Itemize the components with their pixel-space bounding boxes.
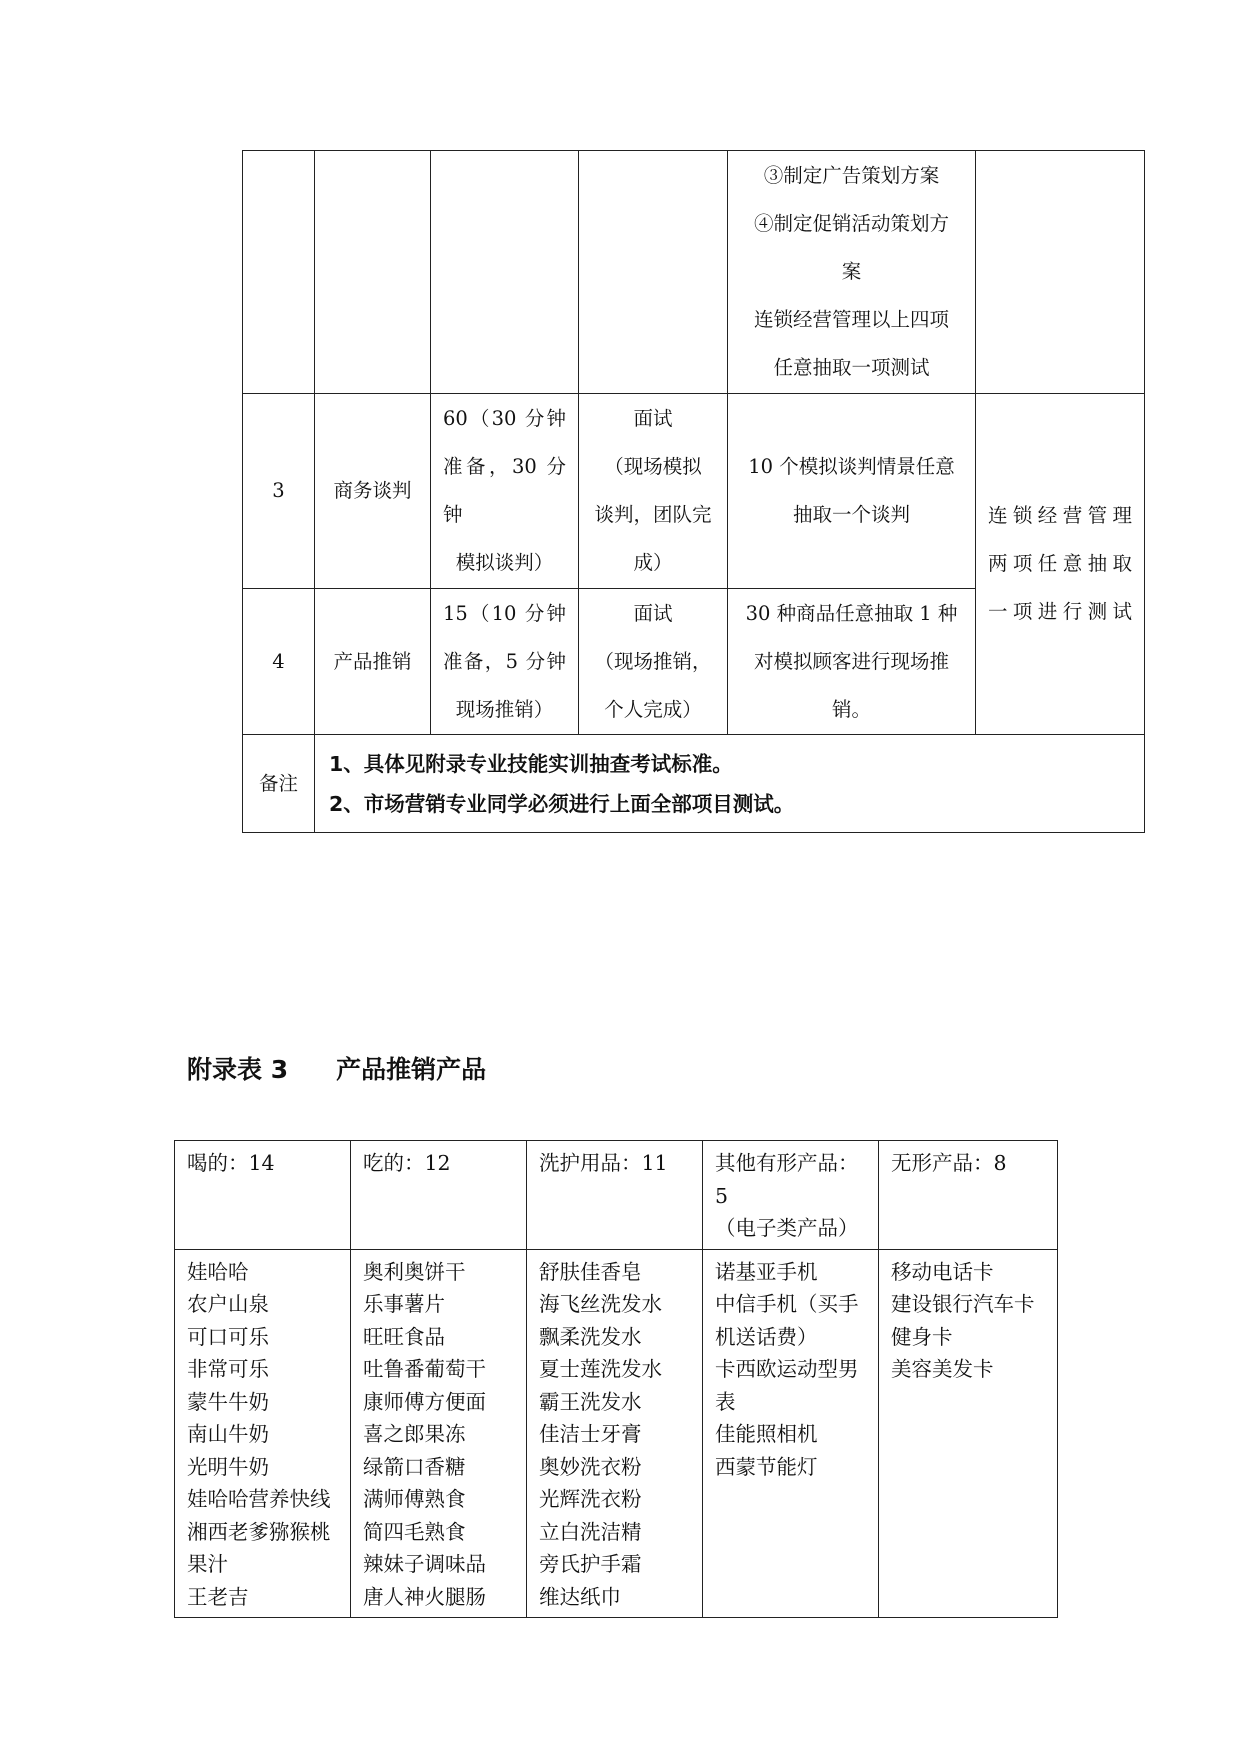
list-item: 奥利奥饼干 xyxy=(363,1259,466,1284)
products-table xyxy=(174,1140,1058,1618)
list-item: 霸王洗发水 xyxy=(539,1389,642,1414)
remark-line: 一项进行测试 xyxy=(988,600,1132,623)
header-line: 喝的：14 xyxy=(187,1151,275,1175)
method-line: （现场模拟 xyxy=(604,455,702,478)
list-item: 佳洁士牙膏 xyxy=(539,1422,642,1446)
table-cell xyxy=(243,151,315,394)
list-item: 卡西欧运动型男 xyxy=(715,1357,859,1381)
list-item: 可口可乐 xyxy=(187,1324,269,1349)
content-line: 30 种商品任意抽取 1 种 xyxy=(745,601,958,625)
list-item: 诺基亚手机 xyxy=(715,1259,818,1284)
list-item: 佳能照相机 xyxy=(715,1422,818,1446)
list-item: 奥妙洗衣粉 xyxy=(539,1454,642,1479)
content-line: 10 个模拟谈判情景任意 xyxy=(748,455,955,478)
list-item: 辣妹子调味品 xyxy=(363,1552,486,1576)
list-item: 表 xyxy=(715,1389,736,1414)
content-line: 对模拟顾客进行现场推 xyxy=(753,649,949,673)
list-item: 建设银行汽车卡 xyxy=(891,1292,1035,1316)
list-item: 旁氏护手霜 xyxy=(539,1552,642,1576)
time-cell xyxy=(431,589,579,735)
table-row xyxy=(243,151,1145,394)
method-line: 成） xyxy=(633,551,673,574)
food-column xyxy=(351,1249,527,1618)
method-line: 谈判，团队完 xyxy=(594,503,712,526)
item-name: 商务谈判 xyxy=(315,394,431,589)
list-item: 机送话费） xyxy=(715,1324,818,1349)
list-item: 非常可乐 xyxy=(187,1357,269,1381)
header-line: 洗护用品：11 xyxy=(539,1151,668,1175)
method-cell xyxy=(579,589,728,735)
list-item: 蒙牛牛奶 xyxy=(187,1389,269,1414)
table-row xyxy=(175,1249,1058,1618)
table-cell xyxy=(431,151,579,394)
time-line: 15（10 分钟 xyxy=(443,601,566,625)
remark-line: 两项任意抽取 xyxy=(988,552,1132,575)
method-cell xyxy=(579,394,728,589)
list-item: 康师傅方便面 xyxy=(363,1389,486,1414)
note-line: 1、具体见附录专业技能实训抽查考试标准。 xyxy=(329,751,733,776)
content-line: 案 xyxy=(841,260,862,283)
list-item: 娃哈哈营养快线 xyxy=(187,1487,331,1511)
content-line: 销。 xyxy=(831,697,871,721)
list-item: 湘西老爹猕猴桃 xyxy=(187,1519,331,1544)
remark-line: 连锁经营管理 xyxy=(988,504,1132,527)
method-line: 面试 xyxy=(633,601,673,625)
item-number: 3 xyxy=(243,394,315,589)
content-line: ③制定广告策划方案 xyxy=(763,164,940,187)
column-header xyxy=(879,1141,1058,1250)
list-item: 满师傅熟食 xyxy=(363,1487,466,1511)
list-item: 海飞丝洗发水 xyxy=(539,1292,662,1316)
content-line: 任意抽取一项测试 xyxy=(773,356,930,379)
list-item: 西蒙节能灯 xyxy=(715,1454,818,1479)
time-line: 准备，30 分钟 xyxy=(443,455,566,526)
content-cell xyxy=(728,394,976,589)
column-header xyxy=(351,1141,527,1250)
content-line: 抽取一个谈判 xyxy=(792,503,910,526)
content-line: ④制定促销活动策划方 xyxy=(753,212,949,235)
list-item: 健身卡 xyxy=(891,1324,953,1349)
list-item: 娃哈哈 xyxy=(187,1259,249,1284)
time-cell xyxy=(431,394,579,589)
list-item: 光明牛奶 xyxy=(187,1454,269,1479)
list-item: 王老吉 xyxy=(187,1584,249,1609)
table-row xyxy=(243,394,1145,589)
time-line: 模拟谈判） xyxy=(455,551,554,574)
item-number: 4 xyxy=(243,589,315,735)
list-item: 光辉洗衣粉 xyxy=(539,1487,642,1511)
table-cell xyxy=(315,151,431,394)
list-item: 飘柔洗发水 xyxy=(539,1324,642,1349)
method-line: 面试 xyxy=(633,407,673,430)
list-item: 果汁 xyxy=(187,1552,228,1576)
electronics-column xyxy=(703,1249,879,1618)
list-item: 喜之郎果冻 xyxy=(363,1422,466,1446)
column-header xyxy=(175,1141,351,1250)
item-name: 产品推销 xyxy=(315,589,431,735)
list-item: 南山牛奶 xyxy=(187,1422,269,1446)
list-item: 维达纸巾 xyxy=(539,1584,621,1609)
column-header xyxy=(703,1141,879,1250)
drinks-column xyxy=(175,1249,351,1618)
care-products-column xyxy=(527,1249,703,1618)
list-item: 乐事薯片 xyxy=(363,1292,445,1316)
time-line: 现场推销） xyxy=(455,697,554,721)
list-item: 中信手机（买手 xyxy=(715,1292,859,1316)
list-item: 移动电话卡 xyxy=(891,1259,994,1284)
list-item: 农户山泉 xyxy=(187,1292,269,1316)
list-item: 夏士莲洗发水 xyxy=(539,1357,662,1381)
notes-cell xyxy=(315,735,1145,833)
list-item: 旺旺食品 xyxy=(363,1324,445,1349)
remark-cell xyxy=(976,394,1145,735)
table-header-row xyxy=(175,1141,1058,1250)
header-line: （电子类产品） xyxy=(715,1216,859,1240)
time-line: 准备，5 分钟 xyxy=(443,649,566,673)
content-cell xyxy=(728,589,976,735)
list-item: 绿箭口香糖 xyxy=(363,1454,466,1479)
notes-label: 备注 xyxy=(243,735,315,833)
table-cell xyxy=(579,151,728,394)
method-line: 个人完成） xyxy=(604,697,702,721)
list-item: 舒肤佳香皂 xyxy=(539,1259,642,1284)
assessment-table xyxy=(242,150,1145,833)
list-item: 唐人神火腿肠 xyxy=(363,1584,486,1609)
list-item: 吐鲁番葡萄干 xyxy=(363,1357,486,1381)
column-header xyxy=(527,1141,703,1250)
table-row xyxy=(243,735,1145,833)
header-line: 无形产品：8 xyxy=(891,1151,1007,1175)
method-line: （现场推销， xyxy=(594,649,712,673)
intangible-column xyxy=(879,1249,1058,1618)
header-line: 吃的：12 xyxy=(363,1151,451,1175)
list-item: 美容美发卡 xyxy=(891,1357,994,1381)
header-line: 其他有形产品：5 xyxy=(715,1151,859,1208)
list-item: 简四毛熟食 xyxy=(363,1519,466,1544)
appendix-heading xyxy=(187,1050,486,1086)
appendix-number: 附录表 3 xyxy=(187,1055,289,1084)
table-cell xyxy=(976,151,1145,394)
content-line: 连锁经营管理以上四项 xyxy=(753,308,949,331)
time-line: 60（30 分钟 xyxy=(443,407,566,430)
note-line: 2、市场营销专业同学必须进行上面全部项目测试。 xyxy=(329,791,795,816)
content-cell xyxy=(728,151,976,394)
appendix-title: 产品推销产品 xyxy=(336,1055,487,1084)
list-item: 立白洗洁精 xyxy=(539,1519,642,1544)
